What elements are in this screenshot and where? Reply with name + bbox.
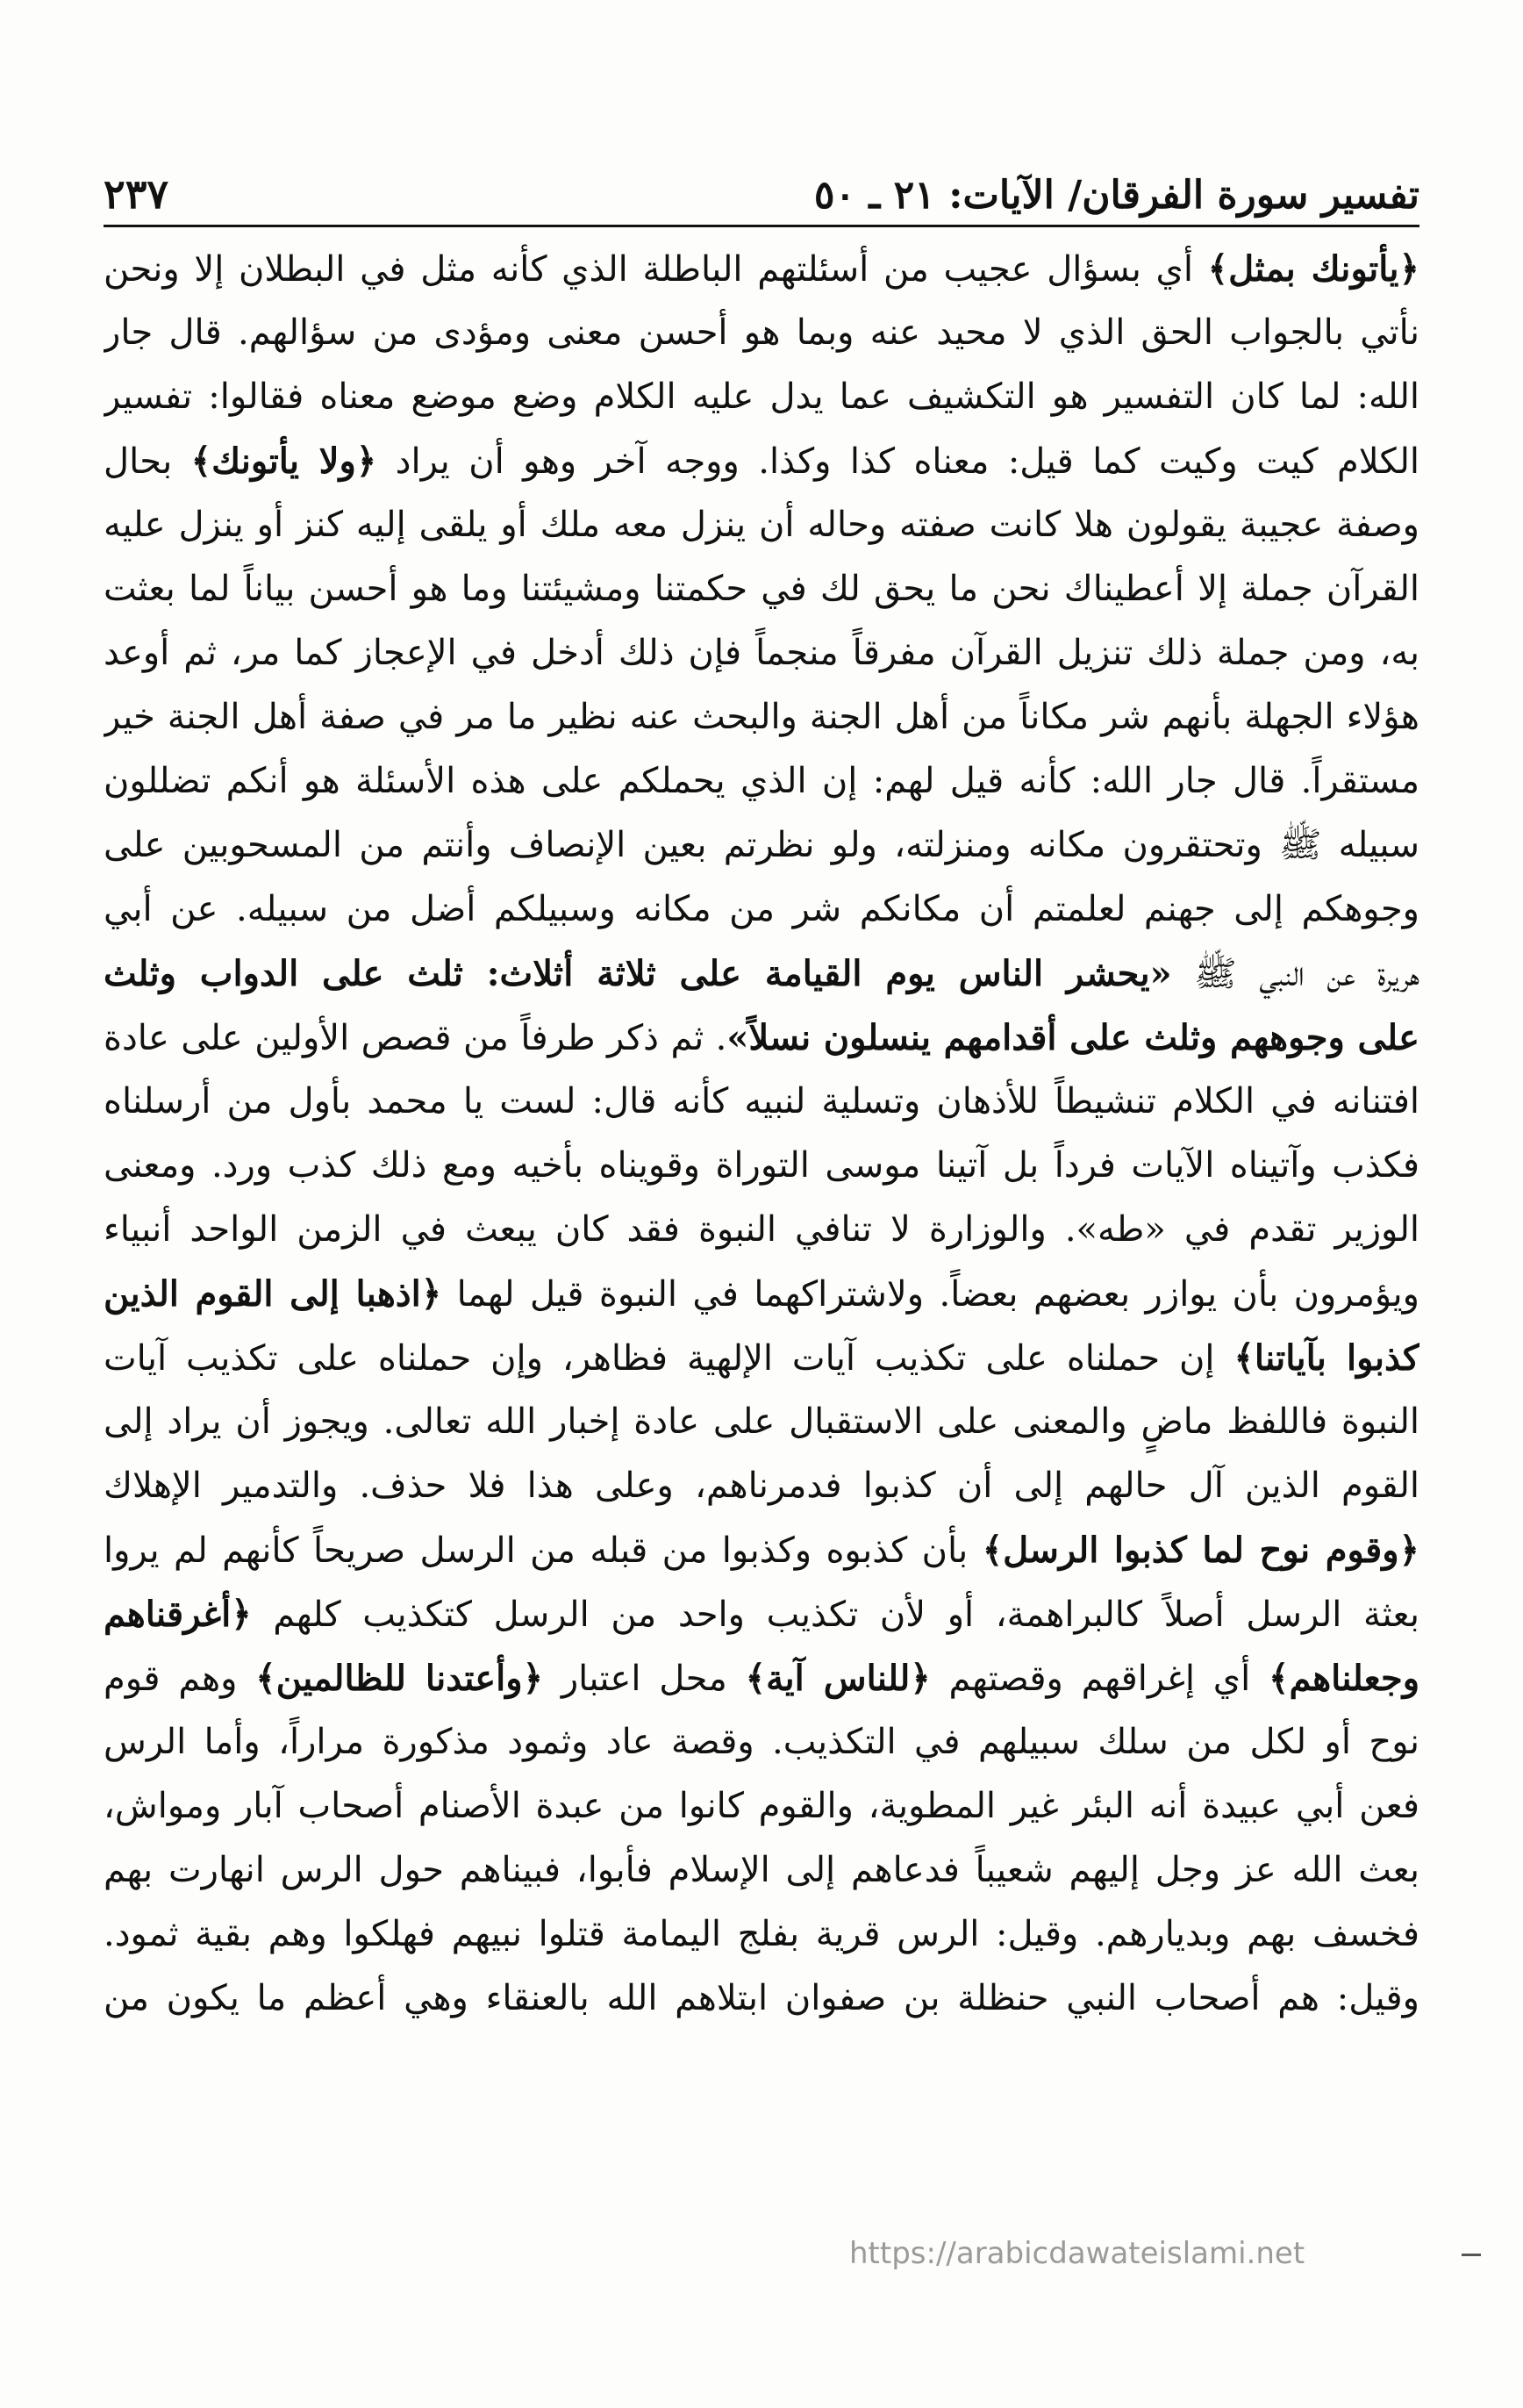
text-segment: بعث الله عز وجل إليهم شعيباً فدعاهم إلى الإسلام فأبوا، فبيناهم حول الرس انهارت بهم: [104, 1850, 1419, 1890]
text-segment: وجوهكم إلى جهنم لعلمتم أن مكانكم شر من مكانه وسبيلكم أضل من سبيله. عن أبي: [104, 889, 1419, 929]
text-segment: نأتي بالجواب الحق الذي لا محيد عنه وبما هو أحسن معنى ومؤدى من سؤالهم. قال جار: [104, 312, 1419, 353]
text-segment: وقيل: هم أصحاب النبي حنظلة بن صفوان ابتلاهم الله بالعنقاء وهي أعظم ما يكون من: [104, 1978, 1419, 2018]
quran-hadith-segment: «يحشر الناس يوم القيامة على ثلاثة أثلاث: ثلث على الدواب وثلث: [104, 953, 1172, 994]
running-title: تفسير سورة الفرقان/ الآيات: ٢١ ـ ٥٠: [813, 173, 1419, 218]
text-segment: سبيله ﷺ وتحتقرون مكانه ومنزلته، ولو نظرتم بعين الإنصاف وأنتم من المسحوبين على: [104, 825, 1419, 865]
text-line: [104, 1134, 1419, 1198]
body-text: [104, 237, 1419, 2031]
text-line: [104, 365, 1419, 429]
text-line: [104, 1198, 1419, 1262]
quran-hadith-segment: ﴿اذهبا إلى القوم الذين: [104, 1273, 442, 1315]
quran-hadith-segment: ﴿ولا يأتونك﴾: [190, 441, 377, 482]
text-segment: وهم قوم: [104, 1659, 256, 1699]
quran-hadith-segment: ﴿أغرقناهم: [104, 1594, 252, 1635]
text-line: [104, 1518, 1419, 1582]
text-segment: هؤلاء الجهلة بأنهم شر مكاناً من أهل الجنة والبحث عنه نظير ما مر في صفة أهل الجنة خير: [104, 697, 1419, 737]
text-line: [104, 878, 1419, 942]
text-line: [104, 301, 1419, 365]
text-segment: محل اعتبار: [543, 1659, 746, 1699]
text-segment: الوزير تقدم في «طه». والوزارة لا تنافي النبوة فقد كان يبعث في الزمن الواحد أنبياء: [104, 1209, 1419, 1250]
quran-hadith-segment: على وجوههم وثلث على أقدامهم ينسلون نسلاً»: [726, 1017, 1419, 1058]
watermark-url: https://arabicdawateislami.net: [849, 2236, 1305, 2271]
quran-hadith-segment: وجعلناهم﴾: [1269, 1658, 1419, 1699]
text-segment: افتنانه في الكلام تنشيطاً للأذهان وتسلية لنبيه كأنه قال: لست يا محمد بأول من أرسلناه: [104, 1081, 1419, 1122]
text-segment: النبوة فاللفظ ماضٍ والمعنى على الاستقبال على عادة إخبار الله تعالى. ويجوز أن يراد إلى: [104, 1401, 1419, 1442]
text-segment: القوم الذين آل حالهم إلى أن كذبوا فدمرناهم، وعلى هذا فلا حذف. والتدمير الإهلاك: [104, 1466, 1419, 1506]
text-segment: ويؤمرون بأن يوازر بعضهم بعضاً. ولاشتراكهما في النبوة قيل لهما: [441, 1274, 1419, 1315]
text-line: [104, 1262, 1419, 1326]
text-line: [104, 1454, 1419, 1518]
quran-hadith-segment: كذبوا بآياتنا﴾: [1233, 1337, 1419, 1379]
text-segment: بعثة الرسل أصلاً كالبراهمة، أو لأن تكذيب واحد من الرسل كتكذيب كلهم: [251, 1595, 1419, 1635]
text-segment: فكذب وآتيناه الآيات فرداً بل آتينا موسى التوراة وقويناه بأخيه ومع ذلك كذب ورد. ومعنى: [104, 1145, 1419, 1186]
text-line: [104, 1326, 1419, 1390]
text-segment: نوح أو لكل من سلك سبيلهم في التكذيب. وقصة عاد وثمود مذكورة مراراً، وأما الرس: [104, 1722, 1419, 1762]
text-segment: بحال: [104, 441, 191, 482]
text-line: [104, 749, 1419, 813]
text-segment: الكلام كيت وكيت كما قيل: معناه كذا وكذا. ووجه آخر وهو أن يراد: [376, 441, 1419, 482]
quran-hadith-segment: ﴿وقوم نوح لما كذبوا الرسل﴾: [982, 1530, 1419, 1571]
text-line: [104, 429, 1419, 493]
text-segment: أي إغراقهم وقصتهم: [930, 1659, 1269, 1699]
text-segment: بأن كذبوه وكذبوا من قبله من الرسل صريحاً كأنهم لم يروا: [104, 1530, 983, 1571]
text-segment: القرآن جملة إلا أعطيناك نحن ما يحق لك في حكمتنا ومشيئتنا وما هو أحسن بياناً لما بعثت: [104, 569, 1419, 609]
text-segment: أي بسؤال عجيب من أسئلتهم الباطلة الذي كأنه مثل في البطلان إلا ونحن: [104, 249, 1208, 290]
text-segment: إن حملناه على تكذيب آيات الإلهية فظاهر، وإن حملناه على تكذيب آيات: [104, 1338, 1234, 1379]
text-line: [104, 1774, 1419, 1838]
text-segment: به، ومن جملة ذلك تنزيل القرآن مفرقاً منجماً فإن ذلك أدخل في الإعجاز كما مر، ثم أوعد: [104, 633, 1419, 673]
text-line: [104, 1582, 1419, 1646]
text-segment: هريرة عن النبي ﷺ: [1171, 954, 1419, 994]
quran-hadith-segment: ﴿يأتونك بمثل﴾: [1207, 248, 1419, 290]
text-line: [104, 1006, 1419, 1070]
text-line: [104, 1070, 1419, 1134]
text-line: [104, 1967, 1419, 2031]
text-line: [104, 685, 1419, 749]
quran-hadith-segment: ﴿للناس آية﴾: [745, 1658, 931, 1699]
text-line: [104, 493, 1419, 557]
text-line: [104, 942, 1419, 1006]
text-line: [104, 1903, 1419, 1967]
text-line: [104, 621, 1419, 685]
text-segment: الله: لما كان التفسير هو التكشيف عما يدل عليه الكلام وضع موضع معناه فقالوا: تفسير: [104, 376, 1419, 417]
text-segment: فخسف بهم وبديارهم. وقيل: الرس قرية بفلج اليمامة قتلوا نبيهم فهلكوا وهم بقية ثمود.: [104, 1914, 1419, 1954]
quran-hadith-segment: ﴿وأعتدنا للظالمين﴾: [255, 1658, 544, 1699]
page-header: [104, 156, 1419, 227]
text-line: [104, 813, 1419, 878]
text-segment: فعن أبي عبيدة أنه البئر غير المطوية، والقوم كانوا من عبدة الأصنام أصحاب آبار ومواش،: [104, 1786, 1419, 1826]
text-line: [104, 237, 1419, 301]
text-line: [104, 557, 1419, 621]
text-segment: . ثم ذكر طرفاً من قصص الأولين على عادة: [104, 1018, 727, 1058]
text-segment: مستقراً. قال جار الله: كأنه قيل لهم: إن الذي يحملكم على هذه الأسئلة هو أنكم تضللون: [104, 761, 1419, 801]
text-line: [104, 1838, 1419, 1903]
text-line: [104, 1646, 1419, 1710]
text-segment: وصفة عجيبة يقولون هلا كانت صفته وحاله أن ينزل معه ملك أو يلقى إليه كنز أو ينزل عليه: [104, 505, 1419, 545]
text-line: [104, 1710, 1419, 1774]
text-line: [104, 1390, 1419, 1454]
page-edge-mark: [1462, 2254, 1481, 2256]
page-number: ٢٣٧: [104, 170, 169, 218]
